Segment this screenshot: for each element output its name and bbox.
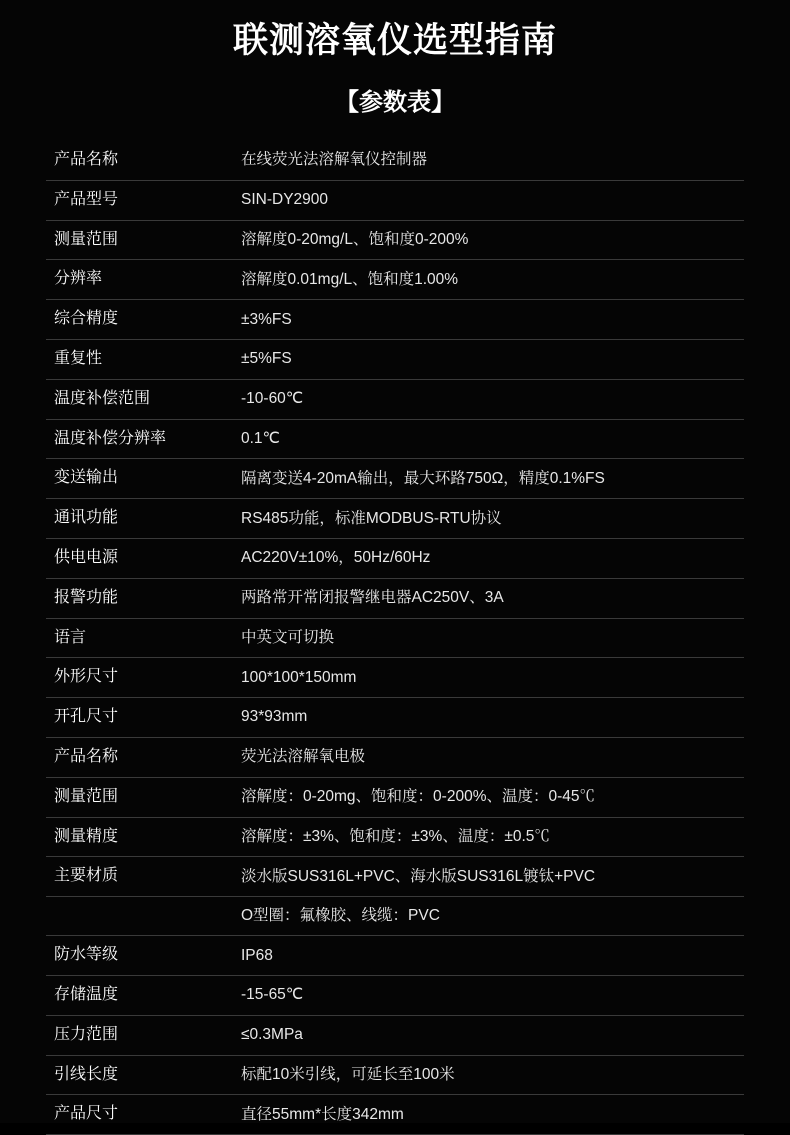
spec-label: 防水等级: [54, 946, 119, 964]
spec-value: 两路常开常闭报警继电器AC250V、3A: [241, 589, 504, 607]
table-row: [46, 538, 744, 578]
spec-label: 语言: [54, 628, 87, 646]
spec-value: 溶解度0.01mg/L、饱和度1.00%: [241, 270, 459, 288]
spec-value: O型圈：氟橡胶、线缆：PVC: [241, 907, 440, 925]
table-row: [46, 459, 744, 499]
table-row: [46, 1095, 744, 1135]
spec-label: 测量精度: [54, 827, 119, 845]
spec-label: 引线长度: [54, 1065, 119, 1083]
spec-value: 溶解度：0-20mg、饱和度：0-200%、温度：0-45℃: [241, 788, 596, 806]
spec-value: AC220V±10%，50Hz/60Hz: [241, 549, 431, 567]
table-row: [46, 499, 744, 539]
spec-value: IP68: [241, 946, 273, 964]
section-title: 【参数表】: [335, 89, 455, 116]
spec-value: ±5%FS: [241, 350, 292, 368]
spec-label: 供电电源: [54, 548, 119, 566]
spec-table-body: [46, 141, 744, 1135]
spec-value: 0.1℃: [241, 429, 280, 447]
spec-value: -10-60℃: [241, 390, 304, 408]
table-row: [46, 1015, 744, 1055]
spec-value: 溶解度：±3%、饱和度：±3%、温度：±0.5℃: [241, 827, 550, 845]
page-title: 联测溶氧仪选型指南: [232, 21, 557, 60]
spec-label: 重复性: [54, 349, 103, 367]
spec-value: 93*93mm: [241, 708, 308, 726]
spec-label: 产品尺寸: [54, 1105, 119, 1123]
spec-value: 标配10米引线，可延长至100米: [241, 1066, 455, 1083]
spec-value: ≤0.3MPa: [241, 1026, 303, 1044]
spec-value: 淡水版SUS316L+PVC、海水版SUS316L镀钛+PVC: [241, 867, 596, 885]
table-row: [46, 857, 744, 897]
spec-value: 中英文可切换: [241, 628, 335, 646]
spec-value: 荧光法溶解氧电极: [241, 748, 366, 766]
table-row: [46, 578, 744, 618]
spec-label: 测量范围: [54, 230, 119, 248]
spec-label: 变送输出: [54, 469, 119, 487]
spec-label: 开孔尺寸: [54, 708, 119, 726]
table-row: [46, 339, 744, 379]
table-row: [46, 897, 744, 936]
table-row: [46, 698, 744, 738]
table-row: [46, 180, 744, 220]
table-row: [46, 658, 744, 698]
spec-table: [46, 141, 744, 1135]
spec-label: 通讯功能: [54, 509, 119, 527]
spec-value: RS485功能，标准MODBUS-RTU协议: [241, 509, 502, 527]
table-row: [46, 1055, 744, 1095]
table-row: [46, 976, 744, 1016]
table-row: [46, 737, 744, 777]
spec-label: 分辨率: [54, 270, 103, 288]
spec-value: 直径55mm*长度342mm: [241, 1105, 404, 1123]
table-row: [46, 141, 744, 180]
spec-value: 隔离变送4-20mA输出，最大环路750Ω，精度0.1%FS: [241, 469, 605, 487]
table-row: [46, 777, 744, 817]
spec-label: 测量范围: [54, 787, 119, 805]
spec-label: 报警功能: [54, 588, 119, 606]
spec-label: 产品名称: [54, 747, 119, 765]
table-row: [46, 936, 744, 976]
spec-label: 外形尺寸: [54, 668, 119, 686]
spec-value: ±3%FS: [241, 310, 292, 328]
spec-label: 产品型号: [54, 190, 119, 208]
spec-value: SIN-DY2900: [241, 191, 329, 209]
table-row: [46, 300, 744, 340]
spec-value: -15-65℃: [241, 986, 304, 1004]
spec-label: 存储温度: [54, 986, 119, 1004]
table-row: [46, 817, 744, 857]
spec-value: 溶解度0-20mg/L、饱和度0-200%: [241, 230, 469, 248]
spec-label: 压力范围: [54, 1025, 119, 1043]
spec-label: [46, 897, 229, 936]
spec-label: 主要材质: [54, 867, 119, 885]
table-row: [46, 220, 744, 260]
spec-value: 在线荧光法溶解氧仪控制器: [241, 151, 428, 169]
table-row: [46, 260, 744, 300]
spec-label: 温度补偿范围: [54, 389, 151, 407]
table-row: [46, 379, 744, 419]
table-row: [46, 618, 744, 658]
spec-label: 综合精度: [54, 310, 119, 328]
spec-value: 100*100*150mm: [241, 668, 357, 686]
table-row: [46, 419, 744, 459]
spec-label: 温度补偿分辨率: [54, 429, 167, 447]
spec-label: 产品名称: [54, 151, 119, 168]
